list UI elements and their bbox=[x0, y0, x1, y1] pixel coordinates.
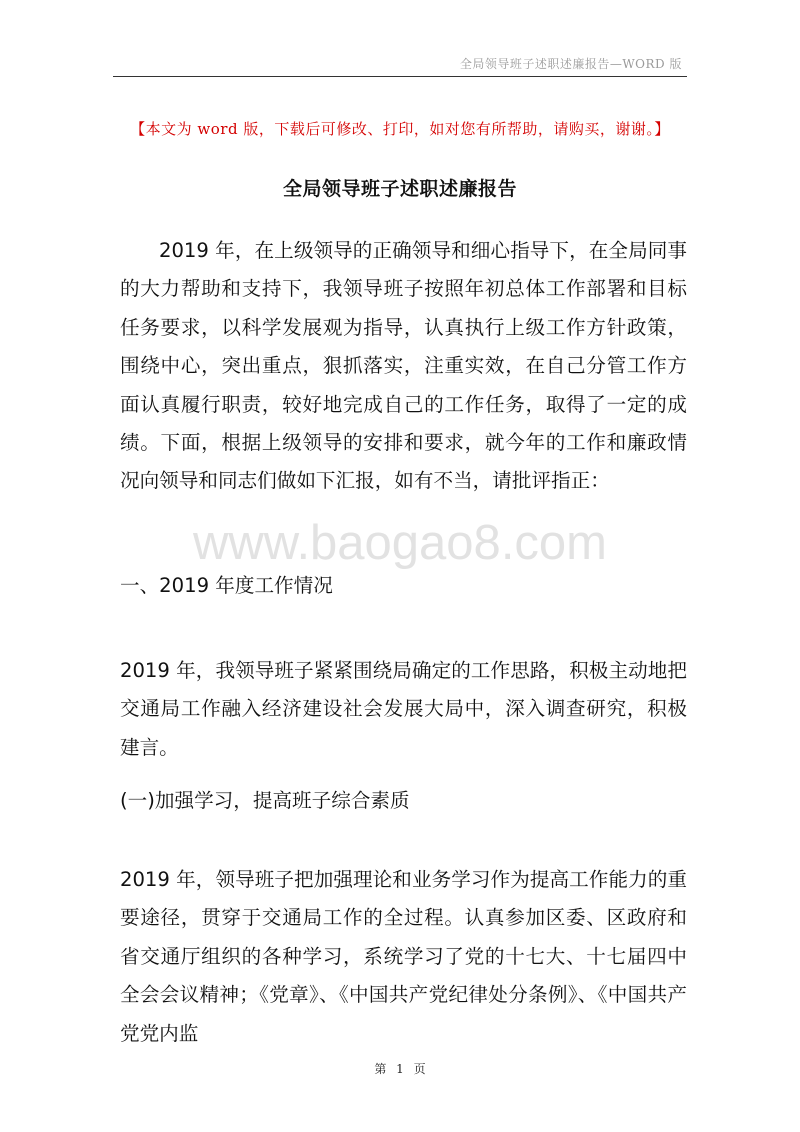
page-number-prefix: 第 bbox=[374, 1062, 387, 1076]
running-header-title: 全局领导班子述职述廉报告—WORD 版 bbox=[459, 57, 682, 71]
document-title: 全局领导班子述职述廉报告 bbox=[282, 178, 517, 200]
subsection-heading-1: (一)加强学习，提高班子综合素质 bbox=[120, 789, 410, 812]
watermark-text: www.baogao8.com bbox=[192, 516, 607, 570]
page-number-suffix: 页 bbox=[413, 1062, 426, 1076]
purchase-notice: 【本文为 word 版，下载后可修改、打印，如对您有所帮助，请购买，谢谢。】 bbox=[130, 120, 670, 138]
section-1-paragraph: 2019 年，我领导班子紧紧围绕局确定的工作思路，积极主动地把交通局工作融入经济建设社会发展大局中，深入调查研究，积极建言。 bbox=[120, 659, 687, 759]
subsection-1-paragraph: 2019 年，领导班子把加强理论和业务学习作为提高工作能力的重要途径，贯穿于交通局工作的全过程。认真参加区委、区政府和省交通厅组织的各种学习，系统学习了党的十七大、十七届四中全会会议精神；《党章》、《中国共产党纪律处分条例》、《中国共产党党内监 bbox=[120, 868, 687, 1045]
header-divider bbox=[113, 76, 687, 77]
section-heading-1: 一、2019 年度工作情况 bbox=[120, 574, 333, 597]
page-number: 1 bbox=[396, 1062, 404, 1076]
page-footer bbox=[0, 1060, 800, 1077]
intro-paragraph: 2019 年，在上级领导的正确领导和细心指导下，在全局同事的大力帮助和支持下，我领导班子按照年初总体工作部署和目标任务要求，以科学发展观为指导，认真执行上级工作方针政策，围绕中心，突出重点，狠抓落实，注重实效，在自己分管工作方面认真履行职责，较好地完成自己的工作任务，取得了一定的成绩。下面，根据上级领导的安排和要求，就今年的工作和廉政情况向领导和同志们做如下汇报，如有不当，请批评指正： bbox=[120, 239, 687, 493]
